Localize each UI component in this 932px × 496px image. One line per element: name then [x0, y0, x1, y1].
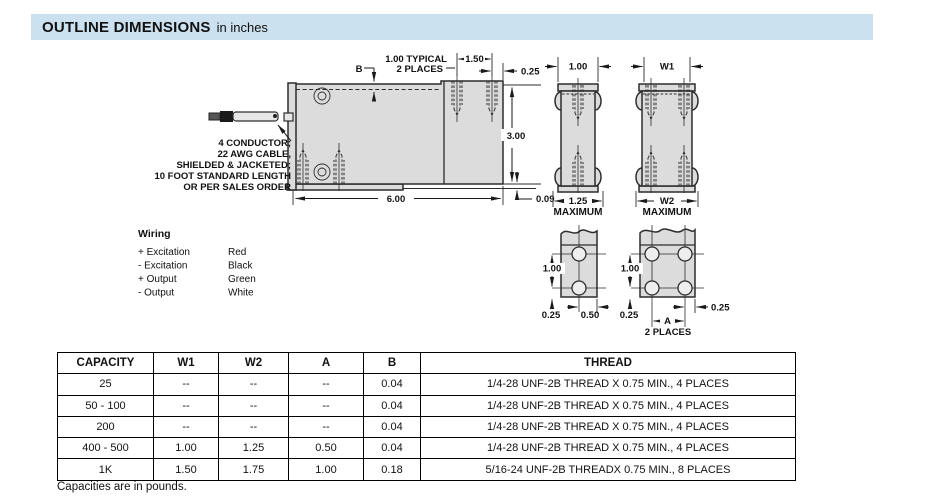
dim-bv2-vertical: 1.00 [620, 263, 640, 275]
table-cell: 1/4-28 UNF-2B THREAD X 0.75 MIN., 4 PLACES [421, 416, 796, 437]
table-cell: -- [219, 416, 289, 437]
wiring-signal: - Excitation [138, 260, 188, 272]
cable-note-line: 22 AWG CABLE, [217, 149, 291, 160]
table-cell: 200 [58, 416, 154, 437]
table-cell: 1.00 [289, 459, 364, 480]
footnote: Capacities are in pounds. [57, 481, 187, 493]
table-row [58, 395, 796, 416]
table-row [58, 374, 796, 395]
mounting-hole [678, 247, 692, 261]
table-header-b: B [364, 353, 421, 374]
table-cell: 400 - 500 [58, 438, 154, 459]
dim-150: 1.50 [465, 54, 484, 65]
wiring-color: Red [228, 247, 247, 258]
table-cell: -- [154, 395, 219, 416]
dim-b-label: B [355, 64, 363, 75]
table-cell: 1.25 [219, 438, 289, 459]
dim-end1-bottom: 1.25 [568, 196, 588, 207]
wiring-title: Wiring [138, 228, 171, 240]
page-title: OUTLINE DIMENSIONS [42, 18, 211, 36]
table-cell: 0.04 [364, 374, 421, 395]
dim-025-top: 0.25 [521, 66, 540, 78]
maximum-label: MAXIMUM [553, 207, 603, 218]
table-header-a: A [289, 353, 364, 374]
mounting-hole [678, 281, 692, 295]
page-subtitle: in inches [216, 19, 268, 35]
cable-note-line: 4 CONDUCTOR; [218, 138, 291, 149]
table-cell: 0.04 [364, 438, 421, 459]
dim-600: 6.00 [386, 194, 406, 205]
end-view-narrow [545, 57, 611, 218]
table-cell: -- [154, 416, 219, 437]
table-cell: -- [219, 395, 289, 416]
table-cell: 5/16-24 UNF-2B THREADX 0.75 MIN., 8 PLACES [421, 459, 796, 480]
bottom-view-wide [617, 225, 730, 338]
typical-note-line1: 1.00 TYPICAL [385, 54, 447, 65]
mounting-hole [572, 281, 586, 295]
cable-note-line: SHIELDED & JACKETED; [176, 160, 291, 171]
table-cell: -- [219, 374, 289, 395]
dim-a-label: A [664, 316, 671, 327]
dim-end1-top: 1.00 [568, 61, 588, 73]
table-cell: 1.50 [154, 459, 219, 480]
a-places-note: 2 PLACES [644, 327, 692, 338]
capacity-table [57, 352, 796, 481]
dim-bv2-right: 0.25 [711, 302, 730, 314]
table-header-w1: W1 [154, 353, 219, 374]
wiring-legend [138, 228, 256, 299]
mounting-hole [645, 247, 659, 261]
table-header-thread: THREAD [421, 353, 796, 374]
table-cell: -- [154, 374, 219, 395]
table-cell: 1K [58, 459, 154, 480]
table-cell: 1/4-28 UNF-2B THREAD X 0.75 MIN., 4 PLACES [421, 395, 796, 416]
dim-300: 3.00 [506, 131, 526, 142]
table-cell: -- [289, 395, 364, 416]
bottom-view-narrow [539, 225, 609, 321]
table-cell: 1.75 [219, 459, 289, 480]
dim-w1: W1 [659, 61, 675, 73]
cable-note-line: 10 FOOT STANDARD LENGTH [154, 171, 291, 182]
dim-w2: W2 [659, 196, 675, 207]
cable-note-line: OR PER SALES ORDER [183, 182, 291, 193]
table-cell: 25 [58, 374, 154, 395]
maximum-label: MAXIMUM [642, 207, 692, 218]
dim-009: 0.09 [536, 194, 555, 205]
mounting-hole [645, 281, 659, 295]
wiring-signal: - Output [138, 287, 175, 299]
table-cell: 1/4-28 UNF-2B THREAD X 0.75 MIN., 4 PLACES [421, 438, 796, 459]
table-cell: 1.00 [154, 438, 219, 459]
table-header-w2: W2 [219, 353, 289, 374]
table-row [58, 416, 796, 437]
table-cell: 0.04 [364, 395, 421, 416]
end-view-wide [631, 57, 703, 218]
table-cell: 50 - 100 [58, 395, 154, 416]
wiring-color: Green [228, 274, 256, 285]
wiring-color: Black [228, 260, 253, 272]
wiring-color: White [228, 287, 254, 299]
table-row [58, 459, 796, 480]
cable-note [154, 138, 291, 193]
table-cell: 1/4-28 UNF-2B THREAD X 0.75 MIN., 4 PLACES [421, 374, 796, 395]
wiring-signal: + Excitation [138, 247, 190, 258]
table-cell: -- [289, 374, 364, 395]
cable-assembly [209, 111, 293, 141]
table-cell: -- [289, 416, 364, 437]
table-header-capacity: CAPACITY [58, 353, 154, 374]
table-cell: 0.04 [364, 416, 421, 437]
dim-bv1-bottom: 0.25 [541, 310, 561, 321]
main-side-view [154, 53, 554, 205]
base-plate [287, 184, 403, 190]
dim-bv2-bottom-left: 0.25 [619, 310, 639, 321]
typical-note-line2: 2 PLACES [396, 64, 443, 75]
table-row [58, 438, 796, 459]
table-cell: 0.18 [364, 459, 421, 480]
dim-bv1-vertical: 1.00 [542, 263, 562, 275]
wiring-signal: + Output [138, 274, 177, 285]
table-header-row [58, 353, 796, 374]
dim-bv1-width: 0.50 [580, 310, 600, 321]
table-cell: 0.50 [289, 438, 364, 459]
mounting-hole [572, 247, 586, 261]
